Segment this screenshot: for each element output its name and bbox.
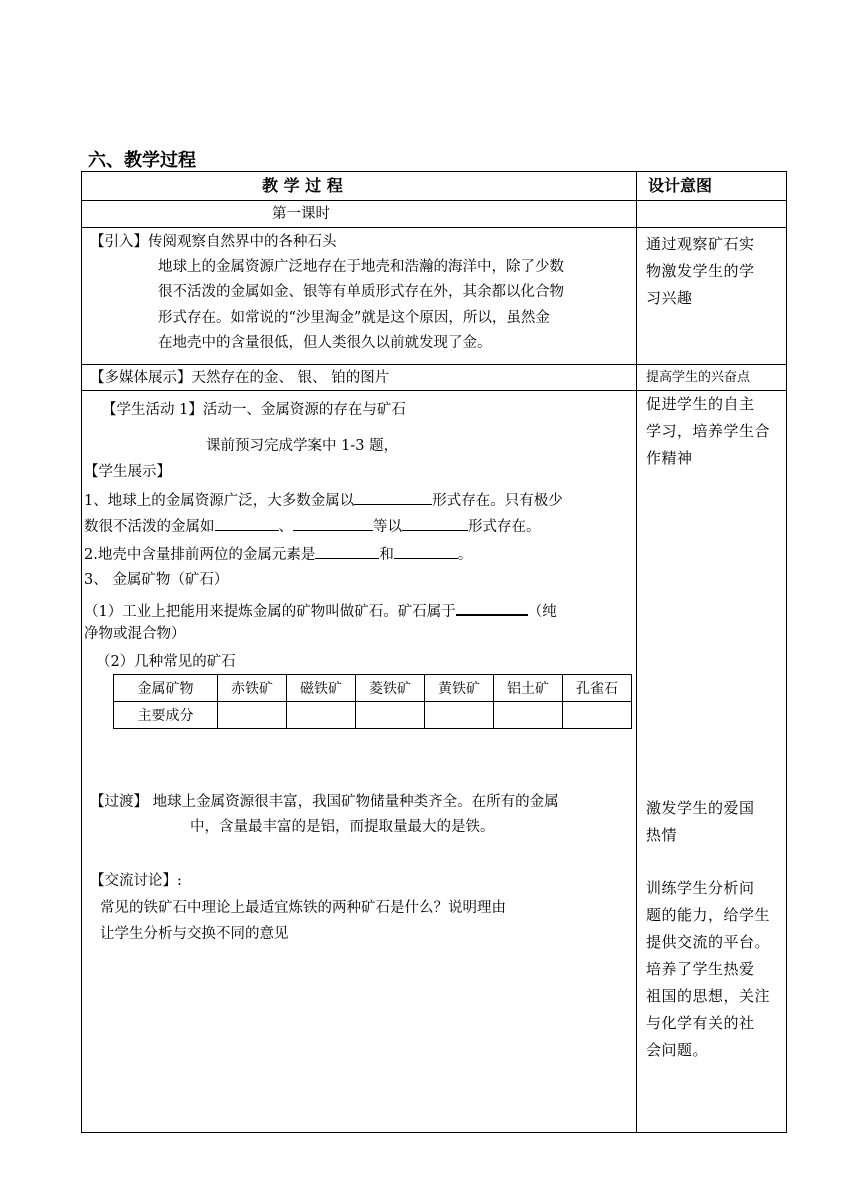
question-2	[84, 542, 472, 567]
section-heading: 六、教学过程	[88, 150, 196, 171]
question-1-line-1	[84, 488, 563, 513]
activity-intent: 促进学生的自主	[646, 395, 755, 413]
discussion-intent: 训练学生分析问	[646, 879, 755, 897]
ore-answer-cell[interactable]	[287, 702, 356, 729]
fill-blank[interactable]	[315, 542, 379, 559]
transition-intent: 热情	[646, 826, 678, 844]
q2-text: 和	[379, 547, 394, 563]
discussion-intent: 祖国的思想，关注	[646, 987, 771, 1005]
fill-blank[interactable]	[293, 514, 373, 531]
transition-line-1: 【过渡】 地球上金属资源很丰富，我国矿物储量种类齐全。在所有的金属	[90, 794, 559, 810]
lesson-label: 第一课时	[272, 206, 330, 222]
row-divider	[81, 364, 787, 365]
intro-intent: 通过观察矿石实	[646, 235, 755, 253]
row-divider	[81, 200, 787, 201]
q3-1-text: （1）工业上把能用来提炼金属的矿物叫做矿石。矿石属于	[84, 604, 456, 620]
discussion-intent: 培养了学生热爱	[646, 960, 755, 978]
intro-intent: 习兴趣	[646, 289, 693, 307]
intro-intent: 物激发学生的学	[646, 262, 755, 280]
ore-header-cell: 赤铁矿	[218, 675, 287, 702]
intro-title: 【引入】传阅观察自然界中的各种石头	[90, 234, 337, 250]
q1-text: 数很不活泼的金属如	[84, 519, 215, 535]
table-row	[114, 675, 632, 702]
table-border-bottom	[81, 1132, 787, 1133]
discussion-intent: 提供交流的平台。	[646, 933, 771, 951]
activity-intent: 作精神	[646, 449, 693, 467]
fill-blank[interactable]	[354, 488, 432, 505]
ore-row-label: 主要成分	[114, 702, 218, 729]
ore-header-cell: 金属矿物	[114, 675, 218, 702]
transition-intent: 激发学生的爱国	[646, 799, 755, 817]
header-process: 教 学 过 程	[262, 176, 343, 195]
student-show-title: 【学生展示】	[84, 464, 171, 480]
discussion-intent: 会问题。	[646, 1041, 709, 1059]
table-row	[114, 702, 632, 729]
ore-header-cell: 铝土矿	[494, 675, 563, 702]
media-text: 【多媒体展示】天然存在的金、 银、 铂的图片	[90, 370, 390, 386]
ore-answer-cell[interactable]	[425, 702, 494, 729]
fill-blank[interactable]	[456, 598, 528, 616]
activity-title: 【学生活动 1】活动一、金属资源的存在与矿石	[102, 402, 406, 418]
discussion-line-1: 常见的铁矿石中理论上最适宜炼铁的两种矿石是什么？说明理由	[100, 900, 506, 916]
ore-answer-cell[interactable]	[563, 702, 632, 729]
ore-answer-cell[interactable]	[356, 702, 425, 729]
q2-text: 2.地壳中含量排前两位的金属元素是	[84, 547, 316, 563]
table-column-divider	[636, 171, 637, 1133]
q1-text: 形式存在。	[468, 519, 541, 535]
ore-header-cell: 孔雀石	[563, 675, 632, 702]
activity-preview: 课前预习完成学案中 1-3 题，	[206, 438, 399, 454]
table-border-top	[81, 171, 787, 172]
intro-line: 很不活泼的金属如金、银等有单质形式存在外，其余都以化合物	[158, 284, 564, 300]
transition-line-2: 中，含量最丰富的是铝，而提取量最大的是铁。	[190, 819, 495, 835]
ore-header-cell: 磁铁矿	[287, 675, 356, 702]
ore-answer-cell[interactable]	[494, 702, 563, 729]
fill-blank[interactable]	[215, 514, 279, 531]
header-intent: 设计意图	[648, 176, 713, 195]
question-1-line-2	[84, 514, 541, 539]
intro-line: 地球上的金属资源广泛地存在于地壳和浩瀚的海洋中，除了少数	[158, 259, 564, 275]
row-divider	[81, 227, 787, 228]
ore-table	[113, 674, 632, 729]
activity-intent: 学习，培养学生合	[646, 422, 771, 440]
discussion-intent: 与化学有关的社	[646, 1014, 755, 1032]
table-border-left	[81, 171, 82, 1133]
q1-text: 等以	[373, 519, 402, 535]
ore-header-cell: 菱铁矿	[356, 675, 425, 702]
intro-line: 在地壳中的含量很低，但人类很久以前就发现了金。	[158, 335, 492, 351]
q1-text: 形式存在。只有极少	[432, 493, 563, 509]
ore-answer-cell[interactable]	[218, 702, 287, 729]
question-3: 3、 金属矿物（矿石）	[84, 572, 229, 588]
ore-header-cell: 黄铁矿	[425, 675, 494, 702]
intro-line: 形式存在。如常说的“沙里淘金”就是这个原因，所以，虽然金	[158, 310, 550, 326]
table-border-right	[786, 171, 787, 1133]
q3-1-text: （纯	[527, 604, 557, 620]
discussion-line-2: 让学生分析与交换不同的意见	[100, 926, 289, 942]
fill-blank[interactable]	[402, 514, 468, 531]
q2-text: 。	[457, 547, 473, 563]
q1-text: 1、地球上的金属资源广泛，大多数金属以	[84, 493, 355, 509]
discussion-intent: 题的能力，给学生	[646, 906, 771, 924]
q1-text: 、	[278, 519, 293, 535]
discussion-title: 【交流讨论】:	[90, 873, 182, 889]
media-intent: 提高学生的兴奋点	[646, 370, 751, 385]
question-3-1-cont: 净物或混合物）	[84, 626, 186, 642]
question-3-2: （2）几种常见的矿石	[96, 654, 236, 670]
question-3-1	[84, 598, 557, 624]
fill-blank[interactable]	[394, 542, 458, 559]
